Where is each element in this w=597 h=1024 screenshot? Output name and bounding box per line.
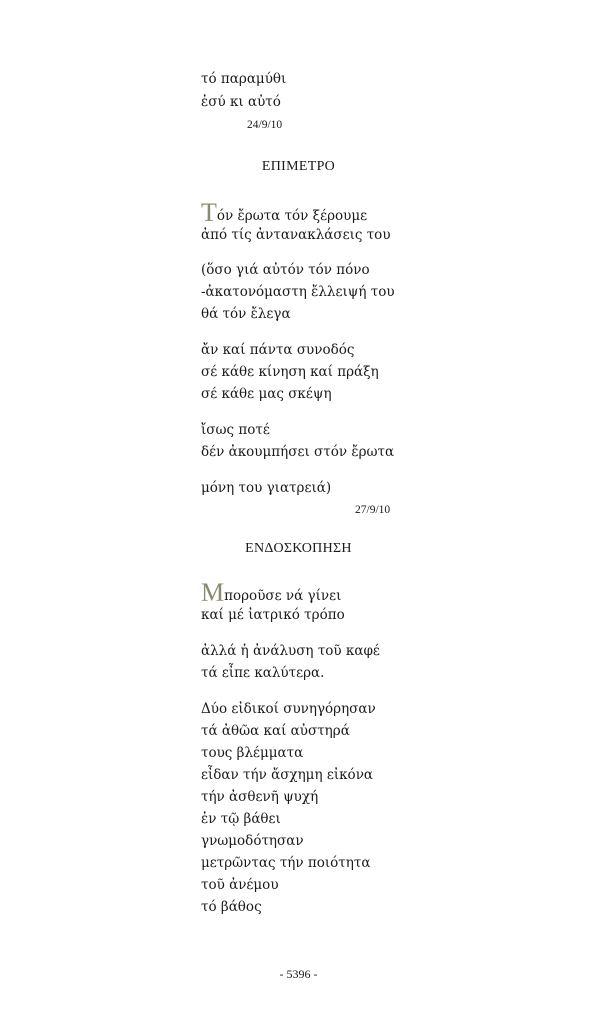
poem-line: ἴσως ποτέ — [201, 422, 270, 438]
poem-line: τήν ἀσθενῆ ψυχή — [201, 789, 319, 805]
poem-line: τό βάθος — [201, 899, 262, 915]
poem-first-line — [201, 198, 368, 227]
poem-title: ΕΝΔΟΣΚΟΠΗΣΗ — [245, 541, 352, 556]
poem-line: μόνη του γιατρειά) — [201, 480, 332, 496]
poem-first-line — [201, 578, 342, 607]
poem-line: ἀπό τίς ἀντανακλάσεις του — [201, 227, 391, 243]
poem-line: τους βλέμματα — [201, 745, 304, 761]
drop-cap-initial: Τ — [201, 198, 217, 227]
first-line-text: ποροῦσε νά γίνει — [224, 588, 342, 604]
poem-line: τό παραμύθι — [201, 71, 287, 87]
poem-line: ἐσύ κι αὐτό — [201, 94, 281, 110]
poem-line: ἐν τῷ βάθει — [201, 811, 281, 827]
drop-cap-initial: Μ — [201, 578, 225, 607]
poem-line: σέ κάθε κίνηση καί πράξη — [201, 364, 379, 380]
poem-line: εἶδαν τήν ἄσχημη εἰκόνα — [201, 767, 374, 783]
poem-line: σέ κάθε μας σκέψη — [201, 386, 332, 402]
poem-line: ἄν καί πάντα συνοδός — [201, 342, 355, 358]
poem-line: Δύο εἰδικοί συνηγόρησαν — [201, 701, 376, 717]
poem-line: καί μέ ἰατρικό τρόπο — [201, 607, 345, 623]
poem-line: τά εἶπε καλύτερα. — [201, 665, 325, 681]
poem-line: τά ἀθῶα καί αὐστηρά — [201, 723, 350, 739]
poem-line: μετρῶντας τήν ποιότητα — [201, 855, 371, 871]
poem-line: θά τόν ἔλεγα — [201, 306, 291, 322]
poem-title: ΕΠΙΜΕΤΡΟ — [261, 159, 336, 174]
poem-line: (ὅσο γιά αὐτόν τόν πόνο — [201, 262, 370, 278]
poem-date: 27/9/10 — [355, 504, 391, 516]
first-line-text: όν ἔρωτα τόν ξέρουμε — [216, 208, 368, 224]
page-number: - 5396 - — [279, 967, 318, 981]
poem-line: γνωμοδότησαν — [201, 833, 304, 849]
poem-date: 24/9/10 — [247, 119, 283, 131]
poem-line: δέν ἀκουμπήσει στόν ἔρωτα — [201, 444, 395, 460]
poem-line: ἀλλά ἡ ἀνάλυση τοῦ καφέ — [201, 643, 380, 659]
poem-line: τοῦ ἀνέμου — [201, 877, 279, 893]
poem-line: -ἀκατονόμαστη ἔλλειψή του — [201, 284, 395, 300]
